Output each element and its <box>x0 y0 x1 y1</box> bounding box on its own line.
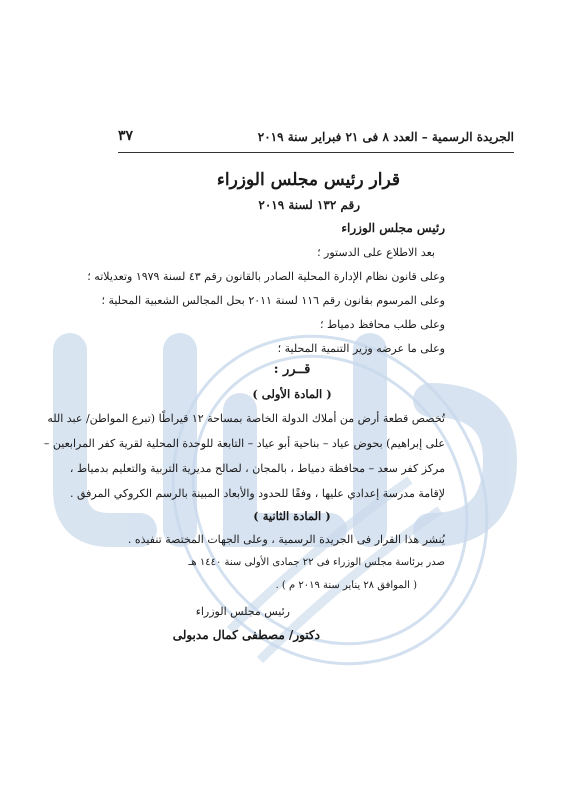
preamble-line: وعلى طلب محافظ دمياط ؛ <box>319 318 445 331</box>
preamble-line: بعد الاطلاع على الدستور ؛ <box>317 246 435 259</box>
article-1-line: مركز كفر سعد – محافظة دمياط ، بالمجان ، لصالح مديرية التربية والتعليم بدمياط ، <box>69 462 445 475</box>
header-rule <box>118 152 514 153</box>
preamble-line: وعلى قانون نظام الإدارة المحلية الصادر بالقانون رقم ٤٣ لسنة ١٩٧٩ وتعديلاته ؛ <box>87 270 445 283</box>
preamble-line: وعلى ما عرضه وزير التنمية المحلية ؛ <box>277 342 445 355</box>
decided-heading: قــرر : <box>273 362 311 377</box>
issuer-label: رئيس مجلس الوزراء <box>341 221 445 235</box>
article-1-line: لإقامة مدرسة إعدادي عليها ، وفقًا للحدود والأبعاد المبينة بالرسم الكروكي المرفق . <box>69 487 445 500</box>
gregorian-date: ( الموافق ٢٨ يناير سنة ٢٠١٩ م ) . <box>275 580 417 591</box>
article-2-text: يُنشر هذا القرار فى الجريدة الرسمية ، وعلى الجهات المختصة تنفيذه . <box>127 533 445 546</box>
preamble-line: وعلى المرسوم بقانون رقم ١١٦ لسنة ٢٠١١ بحل المجالس الشعبية المحلية ؛ <box>101 294 445 307</box>
decree-number: رقم ١٣٢ لسنة ٢٠١٩ <box>258 198 360 212</box>
signature-title: رئيس مجلس الوزراء <box>195 605 290 618</box>
article-1-line: على إبراهيم) بحوض عياد – بناحية أبو عياد – التابعة للوحدة المحلية لقرية كفر المرابعين – <box>43 437 445 450</box>
page-number: ٣٧ <box>118 128 134 144</box>
decree-title: قرار رئيس مجلس الوزراء <box>216 170 400 190</box>
signature-name: دكتور/ مصطفى كمال مدبولى <box>172 628 320 642</box>
article-1-line: تُخصص قطعة أرض من أملاك الدولة الخاصة بمساحة ١٢ قيراطًا (تبرع المواطن/ عبد الله <box>47 412 445 425</box>
article-2-heading: ( المادة الثانية ) <box>253 509 331 523</box>
journal-title: الجريدة الرسمية – العدد ٨ فى ٢١ فبراير سنة ٢٠١٩ <box>257 130 514 144</box>
issue-date: صدر برئاسة مجلس الوزراء فى ٢٢ جمادى الأولى سنة ١٤٤٠ هـ <box>188 557 445 568</box>
article-1-heading: ( المادة الأولى ) <box>252 387 332 401</box>
page-header <box>118 128 514 148</box>
